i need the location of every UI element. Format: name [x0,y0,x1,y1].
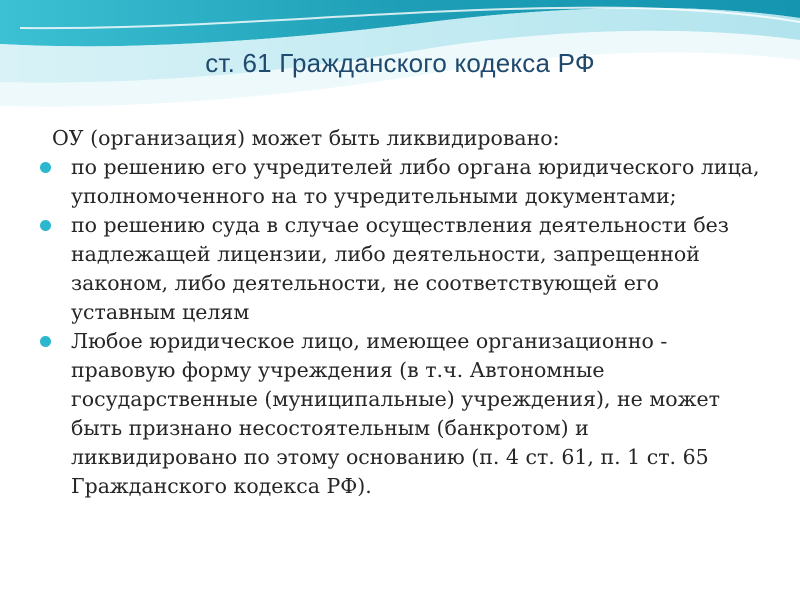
slide-body [40,124,760,501]
list-item [40,327,760,501]
intro-text: ОУ (организация) может быть ликвидировано: [52,126,560,150]
dot-bullet-icon [40,162,51,173]
slide-title: ст. 61 Гражданского кодекса РФ [205,48,595,78]
bullet-text: Любое юридическое лицо, имеющее организационно - правовую форму учреждения (в т.ч. Автономные государственные (муниципальные) учреждения), не может быть признано несостоятельным (банкротом) и ликвидировано по этому основанию (п. 4 ст. 61, п. 1 ст. 65 Гражданского кодекса РФ). [71,329,720,498]
dot-bullet-icon [40,336,51,347]
bullet-list [40,153,760,501]
dot-bullet-icon [40,220,51,231]
bullet-text: по решению его учредителей либо органа юридического лица, уполномоченного на то учредительными документами; [71,155,760,208]
list-item [40,211,760,327]
bullet-text: по решению суда в случае осуществления деятельности без надлежащей лицензии, либо деятельности, запрещенной законом, либо деятельности, не соответствующей его уставным целям [71,213,729,324]
list-item [40,153,760,211]
